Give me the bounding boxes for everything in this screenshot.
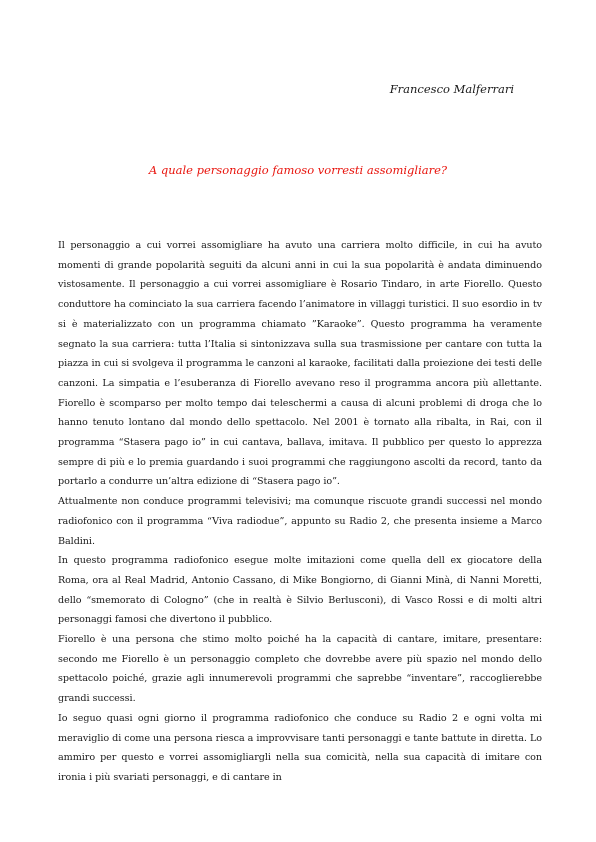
paragraph: In questo programma radiofonico esegue molte imitazioni come quella dell ex giocatore della Roma, ora al Real Madrid, Antonio Cassano, di Mike Bongiorno, di Gianni Minà, di Nanni Moretti, dello “smemorato di Cologno” (che in realtà è Silvio Berlusconi), di Vasco Rossi e di molti altri personaggi famosi che divertono il pubblico. [58,555,542,626]
author-name: Francesco Malferrari [389,82,514,96]
paragraph: Fiorello è una persona che stimo molto poiché ha la capacità di cantare, imitare, presentare: secondo me Fiorello è un personaggio completo che dovrebbe avere più spazio nel mondo dello spettacolo poiché, grazie agli innumerevoli programmi che saprebbe “inventare”, raccoglierebbe grandi successi. [58,634,542,705]
document-title: A quale personaggio famoso vorresti assomigliare? [148,163,448,177]
paragraph: Io seguo quasi ogni giorno il programma radiofonico che conduce su Radio 2 e ogni volta mi meraviglio di come una persona riesca a improvvisare tanti personaggi e tante battute in diretta. Lo ammiro per questo e vorrei assomigliargli nella sua comicità, nella sua capacità di imitare con ironia i più svariati personaggi, e di cantare in [58,712,542,783]
paragraph: Il personaggio a cui vorrei assomigliare ha avuto una carriera molto difficile, in cui ha avuto momenti di grande popolarità seguiti da alcuni anni in cui la sua popolarità è andata diminuendo vistosamente. Il personaggio a cui vorrei assomigliare è Rosario Tindaro, in arte Fiorello. Questo conduttore ha cominciato la sua carriera facendo l’animatore in villaggi turistici. Il suo esordio in tv si è materializzato con un programma chiamato ”Karaoke”. Questo programma ha veramente segnato la sua carriera: tutta l’Italia si sintonizzava sulla sua trasmissione per cantare con tutta la piazza in cui si svolgeva il programma le canzoni al karaoke, facilitati dalla proiezione dei testi delle canzoni. La simpatia e l’esuberanza di Fiorello avevano reso il programma ancora più allettante. Fiorello è scomparso per molto tempo dai teleschermi a causa di alcuni problemi di droga che lo hanno tenuto lontano dal mondo dello spettacolo. Nel 2001 è tornato alla ribalta, in Rai, con il programma “Stasera pago io” in cui cantava, ballava, imitava. Il pubblico per questo lo apprezza sempre di più e lo premia guardando i suoi programmi che raggiungono ascolti da record, tanto da portarlo a condurre un’altra edizione di “Stasera pago io”. [58,240,542,488]
body-text [58,236,542,788]
paragraph: Attualmente non conduce programmi televisivi; ma comunque riscuote grandi successi nel mondo radiofonico con il programma “Viva radiodue”, appunto su Radio 2, che presenta insieme a Marco Baldini. [58,496,542,547]
